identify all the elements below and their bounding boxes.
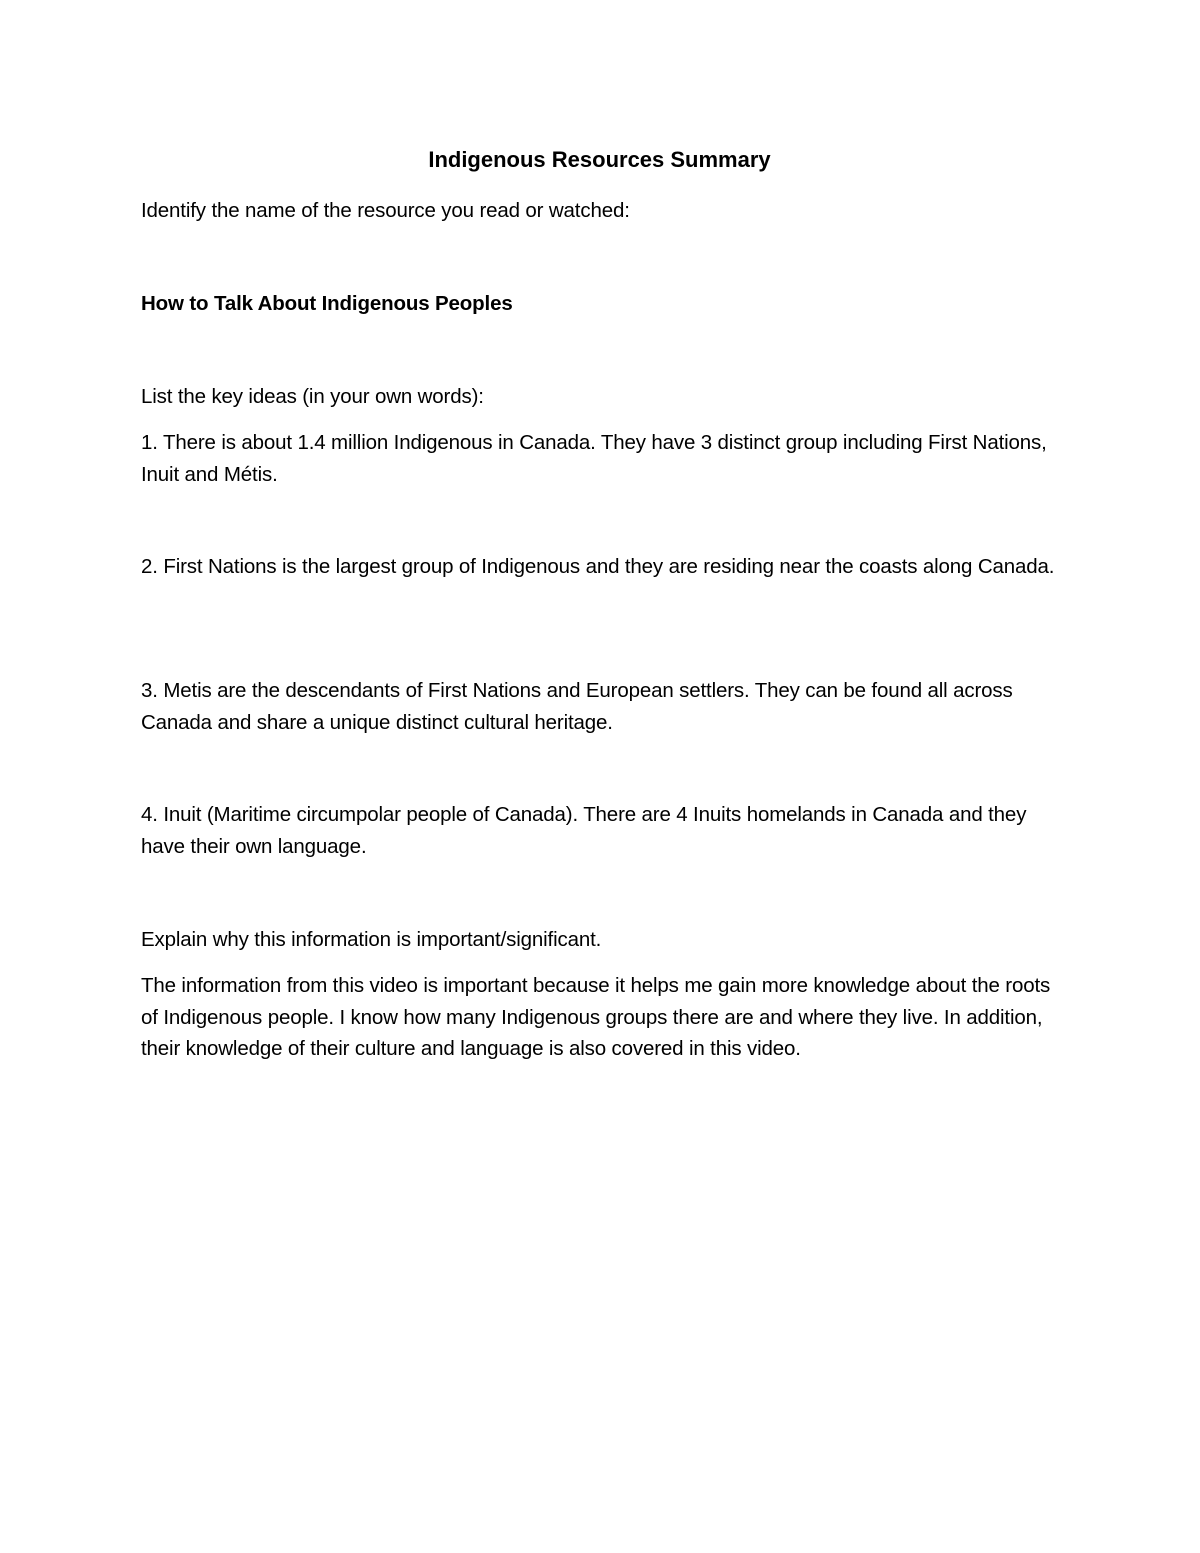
key-idea-1: 1. There is about 1.4 million Indigenous in Canada. They have 3 distinct group including First Nations, Inuit and Métis. — [141, 431, 1047, 486]
key-idea-2: 2. First Nations is the largest group of Indigenous and they are residing near the coasts along Canada. — [141, 555, 1055, 578]
significance-answer: The information from this video is important because it helps me gain more knowledge about the roots of Indigenous people. I know how many Indigenous groups there are and where they live. In addition, their knowledge of their culture and language is also covered in this video. — [141, 974, 1051, 1060]
key-idea-3: 3. Metis are the descendants of First Nations and European settlers. They can be found all across Canada and share a unique distinct cultural heritage. — [141, 679, 1013, 734]
resource-prompt: Identify the name of the resource you read or watched: — [141, 199, 630, 222]
key-idea-4: 4. Inuit (Maritime circumpolar people of Canada). There are 4 Inuits homelands in Canada and they have their own language. — [141, 803, 1027, 858]
resource-name: How to Talk About Indigenous Peoples — [141, 292, 513, 315]
significance-prompt: Explain why this information is important/significant. — [141, 928, 602, 951]
key-ideas-prompt: List the key ideas (in your own words): — [141, 385, 484, 408]
document-title: Indigenous Resources Summary — [428, 147, 771, 172]
